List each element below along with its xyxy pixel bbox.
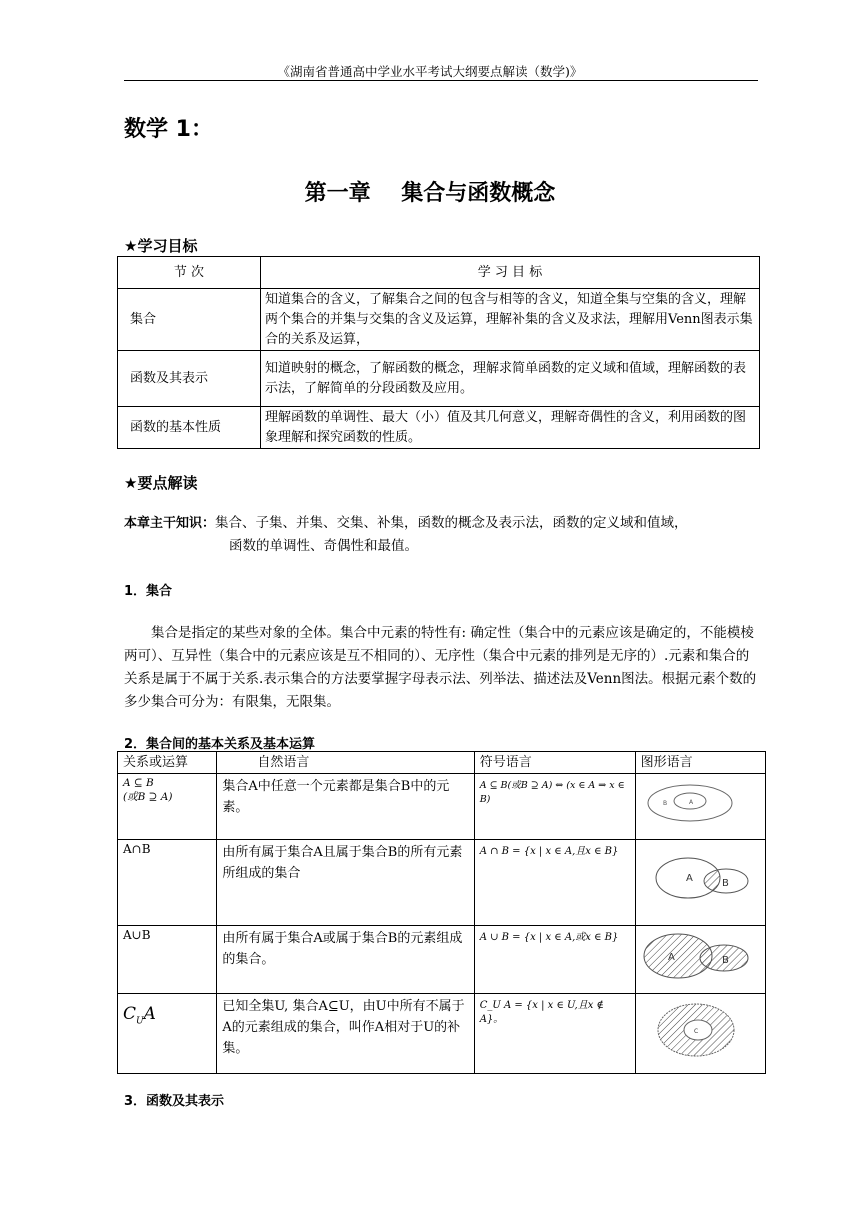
ops-figure-subset <box>635 774 765 840</box>
ops-figure-intersection <box>635 840 765 926</box>
goals-table <box>117 256 760 449</box>
venn-subset-diagram <box>638 778 754 828</box>
goals-row-text: 知道映射的概念，了解函数的概念，理解求简单函数的定义域和值域，理解函数的表示法，了解简单的分段函数及应用。 <box>261 351 760 407</box>
goals-heading: ★学习目标 <box>124 237 198 255</box>
set-operations-table <box>117 751 766 1074</box>
goals-row-text: 知道集合的含义，了解集合之间的包含与相等的含义，知道全集与空集的含义，理解两个集合的并集与交集的含义及运算，理解补集的含义及求法，理解用Venn图表示集合的关系及运算， <box>261 289 760 351</box>
ops-row-complement <box>118 994 766 1074</box>
points-heading: ★要点解读 <box>124 474 198 492</box>
section3-title: 3．函数及其表示 <box>124 1094 225 1109</box>
goals-row <box>118 407 760 449</box>
ops-relation: A ⊆ B <box>123 777 154 789</box>
ops-row-union <box>118 926 766 994</box>
ops-figure-union <box>635 926 765 994</box>
main-knowledge-label: 本章主干知识： <box>124 516 216 531</box>
ops-col-symbol: 符号语言 <box>474 752 635 774</box>
ops-symbol: C_U A = {x | x ∈ U,且x ∉ A}。 <box>474 994 635 1074</box>
ops-col-relation: 关系或运算 <box>118 752 217 774</box>
venn-label-b: B <box>662 800 667 807</box>
goals-row-section: 函数的基本性质 <box>118 407 261 449</box>
ops-col-figure: 图形语言 <box>635 752 765 774</box>
page-header: 《湖南省普通高中学业水平考试大纲要点解读（数学)》 <box>277 64 583 79</box>
goals-col-section: 节 次 <box>118 257 261 289</box>
main-knowledge-line1: 集合、子集、并集、交集、补集，函数的概念及表示法，函数的定义域和值域， <box>215 515 688 531</box>
section2-title: 2．集合间的基本关系及基本运算 <box>124 737 316 752</box>
ops-symbol: A ⊆ B(或B ⊇ A) ⇔ (x ∈ A ⇒ x ∈ B) <box>474 774 635 840</box>
ops-symbol: A ∪ B = {x | x ∈ A,或x ∈ B} <box>474 926 635 994</box>
main-knowledge <box>124 512 764 558</box>
venn-label-a: A <box>667 952 675 963</box>
goals-row-section: 函数及其表示 <box>118 351 261 407</box>
ops-natural: 由所有属于集合A或属于集合B的元素组成的集合。 <box>217 926 474 994</box>
section1-title: 1．集合 <box>124 584 173 599</box>
header-rule <box>124 80 758 81</box>
ops-relation-sub: U <box>136 1016 144 1027</box>
ops-header-row <box>118 752 766 774</box>
ops-relation-alt: (或B ⊇ A) <box>123 791 173 803</box>
ops-relation-complement <box>118 994 217 1074</box>
venn-label-a: A <box>688 799 693 806</box>
chapter-title: 第一章 集合与函数概念 <box>304 181 556 206</box>
venn-label-c: C <box>693 1028 698 1035</box>
ops-relation-c: C <box>123 1004 137 1024</box>
subject-title: 数学 1： <box>124 117 213 142</box>
venn-label-b: B <box>721 955 729 966</box>
ops-natural: 由所有属于集合A且属于集合B的所有元素所组成的集合 <box>217 840 474 926</box>
goals-row-text: 理解函数的单调性、最大（小）值及其几何意义，理解奇偶性的含义，利用函数的图象理解和探究函数的性质。 <box>261 407 760 449</box>
ops-relation: A∩B <box>118 840 217 926</box>
goals-header-row <box>118 257 760 289</box>
ops-natural: 集合A中任意一个元素都是集合B中的元素。 <box>217 774 474 840</box>
venn-label-a: A <box>685 873 693 884</box>
ops-relation-cell <box>118 774 217 840</box>
venn-complement-diagram <box>638 998 754 1062</box>
ops-relation-a: A <box>143 1004 156 1024</box>
ops-figure-complement <box>635 994 765 1074</box>
ops-col-natural: 自然语言 <box>217 752 474 774</box>
ops-symbol: A ∩ B = {x | x ∈ A,且x ∈ B} <box>474 840 635 926</box>
main-knowledge-line2: 函数的单调性、奇偶性和最值。 <box>229 538 418 554</box>
venn-label-b: B <box>721 878 729 889</box>
venn-intersection-diagram <box>638 844 754 912</box>
ops-row-subset <box>118 774 766 840</box>
goals-col-goal: 学 习 目 标 <box>261 257 760 289</box>
goals-row-section: 集合 <box>118 289 261 351</box>
section1-text: 集合是指定的某些对象的全体。集合中元素的特性有: 确定性（集合中的元素应该是确定的，不能模棱两可）、互异性（集合中的元素应该是互不相同的）、无序性（集合中元素的排列是无序的）.元素和集合的关系是属于不属于关系.表示集合的方法要掌握字母表示法、列举法、描述法及Venn图法。根据元素个数的多少集合可分为：有限集，无限集。 <box>124 625 757 710</box>
ops-row-intersection <box>118 840 766 926</box>
ops-natural: 已知全集U, 集合A⊆U，由U中所有不属于A的元素组成的集合，叫作A相对于U的补集。 <box>217 994 474 1074</box>
venn-union-diagram <box>638 928 754 984</box>
goals-row <box>118 351 760 407</box>
goals-row <box>118 289 760 351</box>
ops-relation: A∪B <box>118 926 217 994</box>
